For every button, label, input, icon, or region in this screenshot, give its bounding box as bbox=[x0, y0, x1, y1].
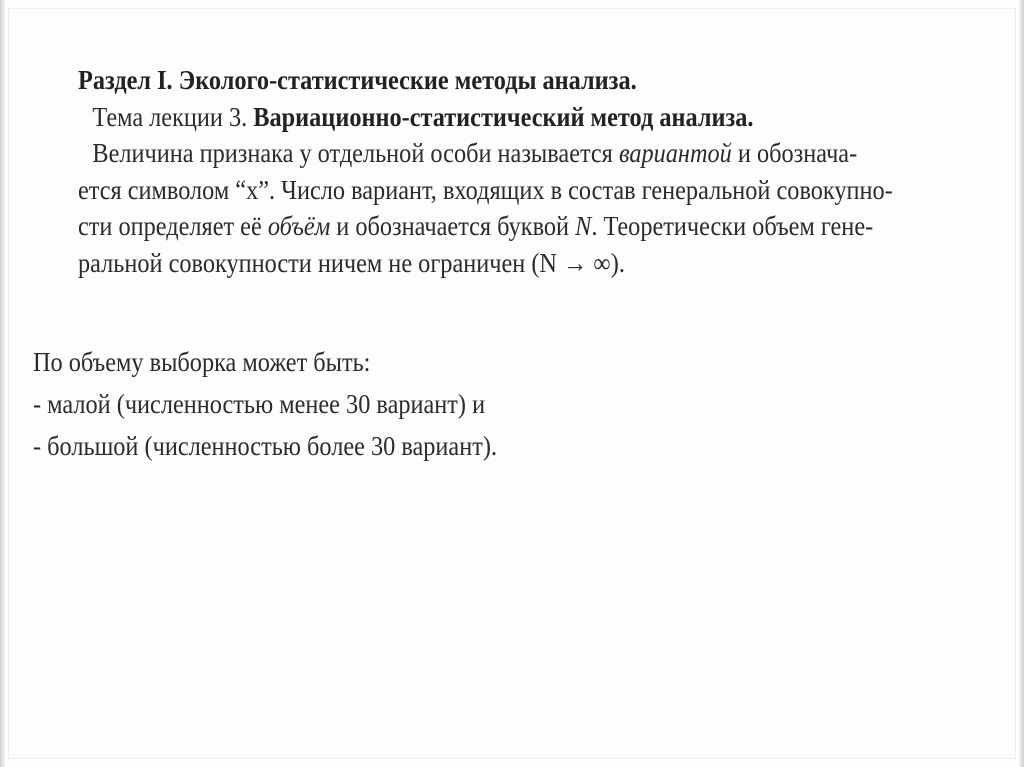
paragraph-line-4: ральной совокупности ничем не ограничен (N → ∞). bbox=[78, 247, 625, 278]
term-variant: вариантой bbox=[618, 138, 732, 168]
sample-size-item-small: - малой (численностью менее 30 вариант) и bbox=[33, 389, 486, 419]
sample-size-intro: По объему выборка может быть: bbox=[33, 347, 371, 377]
paragraph-text: сти определяет её bbox=[78, 211, 268, 241]
topic-prefix: Тема лекции 3. bbox=[92, 101, 254, 132]
paragraph-text: и обозначается буквой bbox=[330, 211, 576, 241]
paragraph-line-2: ется символом “x”. Число вариант, входящих в состав генеральной совокупно- bbox=[78, 174, 893, 205]
slide-left-edge bbox=[0, 0, 5, 767]
symbol-n: N bbox=[575, 211, 592, 241]
slide-right-edge bbox=[1019, 0, 1024, 767]
topic-line bbox=[78, 99, 888, 136]
paragraph-text: Величина признака у отдельной особи называется bbox=[92, 138, 619, 168]
topic-title: Вариационно-статистический метод анализа. bbox=[253, 101, 754, 132]
paragraph-line-1 bbox=[78, 135, 888, 172]
paragraph-text: и обознача- bbox=[731, 138, 858, 168]
term-volume: объём bbox=[267, 211, 331, 241]
section-heading: Раздел I. Эколого-статистические методы анализа. bbox=[78, 65, 637, 95]
sample-size-block bbox=[33, 341, 497, 467]
paragraph-line-3 bbox=[78, 208, 888, 245]
paragraph-text: . Теоретически объем гене- bbox=[591, 211, 874, 241]
sample-size-item-large: - большой (численностью более 30 вариант). bbox=[33, 431, 498, 461]
lecture-text-block bbox=[78, 62, 893, 281]
